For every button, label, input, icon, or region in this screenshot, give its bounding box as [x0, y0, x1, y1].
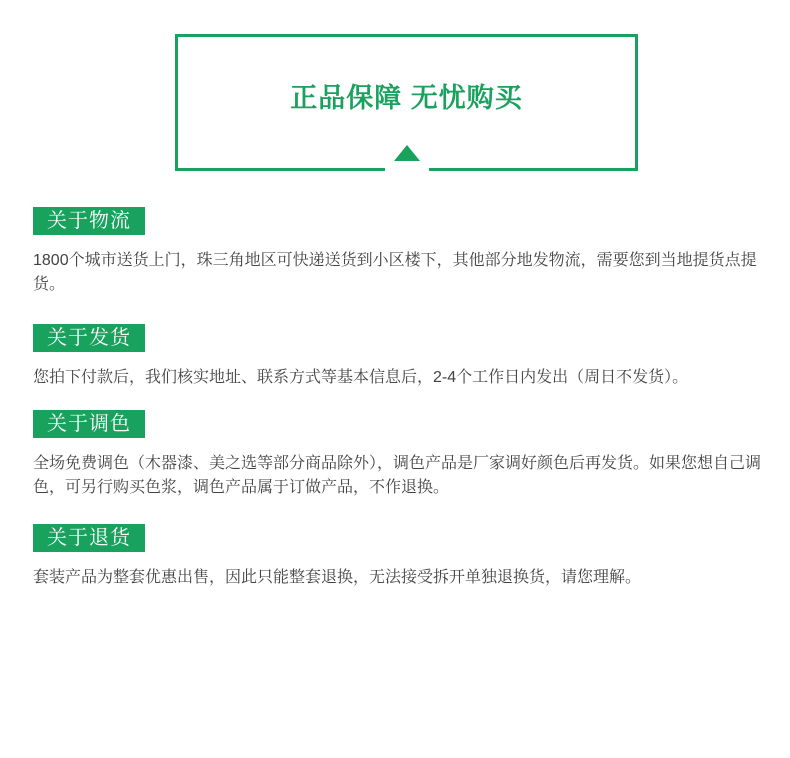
- up-triangle-icon: [394, 145, 420, 161]
- section-shipping: [33, 324, 778, 390]
- section-logistics: [33, 207, 778, 297]
- banner-title: 正品保障 无忧购买: [290, 83, 523, 113]
- section-badge-shipping: 关于发货: [33, 324, 145, 352]
- section-body-shipping: 您拍下付款后，我们核实地址、联系方式等基本信息后，2-4个工作日内发出（周日不发货）。: [33, 369, 689, 386]
- section-badge-returns: 关于退货: [33, 524, 145, 552]
- section-body-tinting: 全场免费调色（木器漆、美之选等部分商品除外），调色产品是厂家调好颜色后再发货。如果您想自己调色，可另行购买色浆，调色产品属于订做产品，不作退换。: [33, 455, 762, 496]
- section-badge-logistics: 关于物流: [33, 207, 145, 235]
- section-badge-tinting: 关于调色: [33, 410, 145, 438]
- info-sections: [0, 207, 790, 590]
- border-gap: [385, 167, 429, 172]
- section-returns: [33, 524, 778, 590]
- section-body-logistics: 1800个城市送货上门，珠三角地区可快递送货到小区楼下，其他部分地发物流，需要您到当地提货点提货。: [33, 252, 757, 293]
- promo-page: [0, 34, 790, 590]
- section-tinting: [33, 410, 778, 500]
- section-body-returns: 套装产品为整套优惠出售，因此只能整套退换，无法接受拆开单独退换货，请您理解。: [33, 569, 642, 586]
- guarantee-banner: [175, 34, 638, 171]
